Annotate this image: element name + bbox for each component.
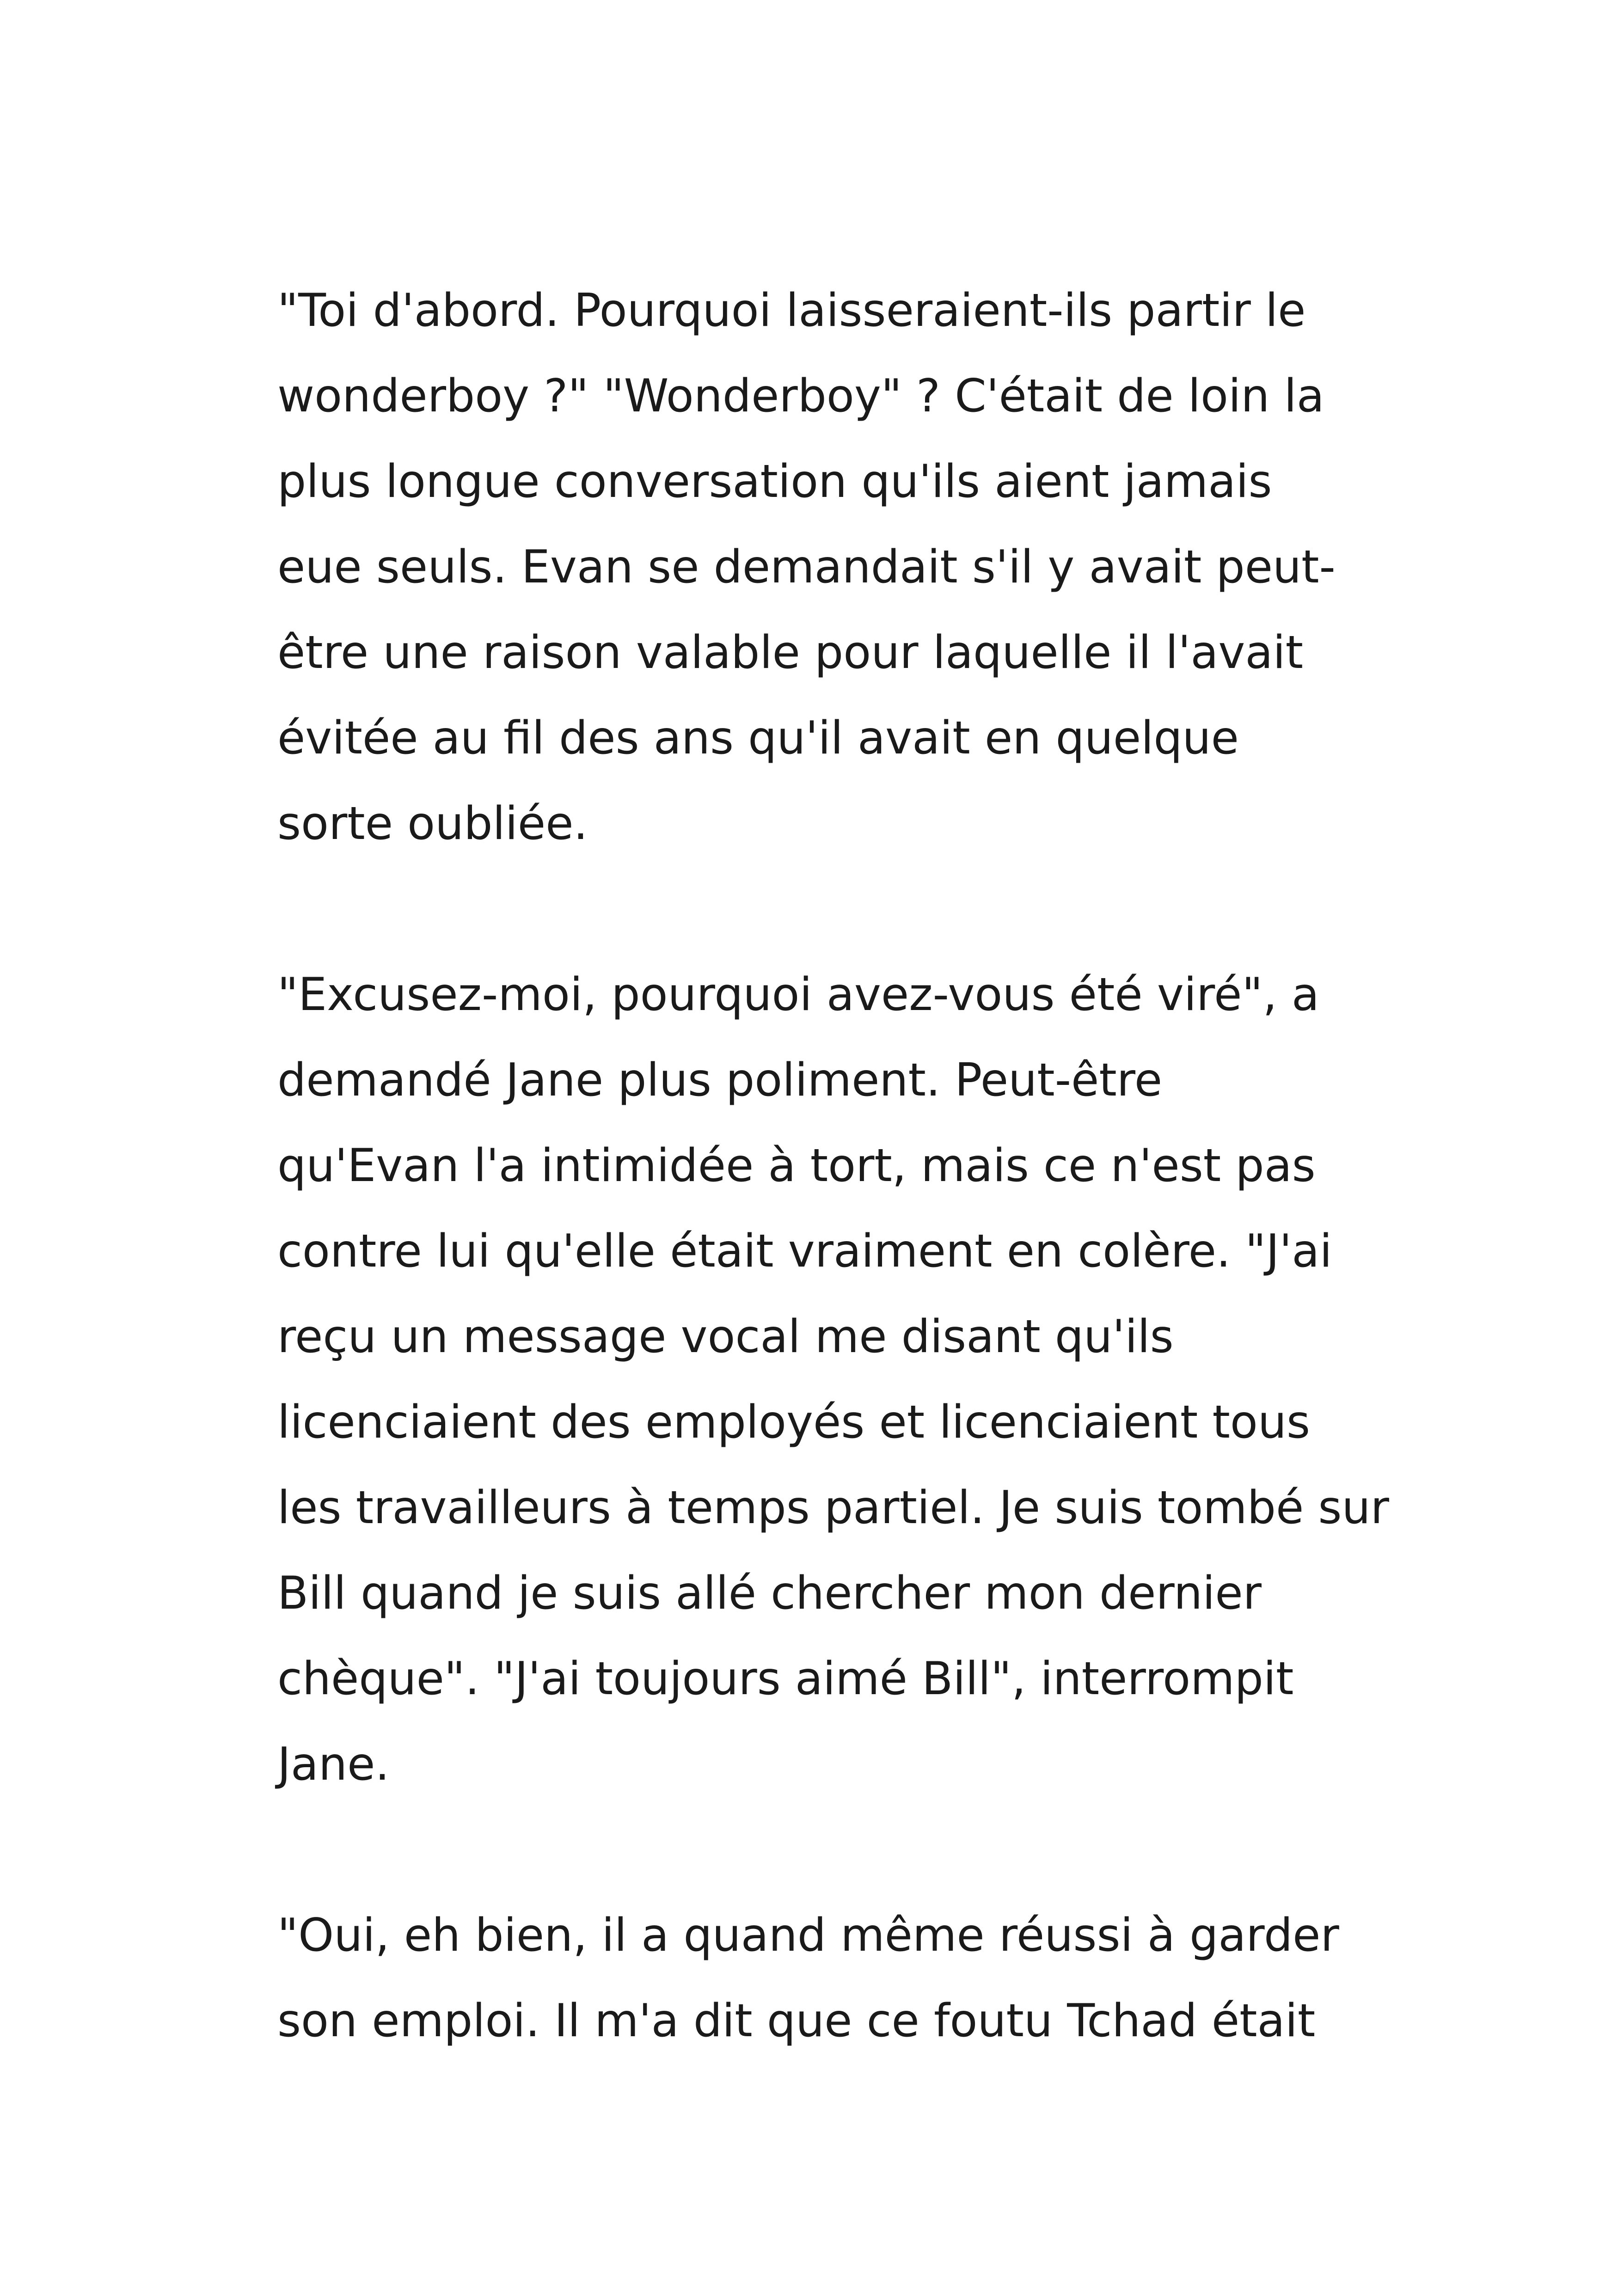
text-line: évitée au fil des ans qu'il avait en quelque	[277, 712, 1239, 765]
text-line: qu'Evan l'a intimidée à tort, mais ce n'est pas	[277, 1139, 1316, 1192]
text-line: "Excusez-moi, pourquoi avez-vous été viré", a	[277, 968, 1319, 1021]
paragraph-gap	[277, 867, 1350, 952]
text-line: sorte oubliée.	[277, 797, 588, 850]
text-line: chèque". "J'ai toujours aimé Bill", interrompit	[277, 1653, 1294, 1705]
paragraph-3	[277, 1893, 1350, 2064]
text-line: les travailleurs à temps partiel. Je suis tombé sur	[277, 1482, 1389, 1534]
text-line: eue seuls. Evan se demandait s'il y avait peut-	[277, 541, 1336, 594]
paragraph-1	[277, 268, 1350, 867]
text-line: "Oui, eh bien, il a quand même réussi à garder	[277, 1909, 1339, 1962]
text-line: contre lui qu'elle était vraiment en colère. "J'ai	[277, 1225, 1332, 1278]
text-line: être une raison valable pour laquelle il l'avait	[277, 626, 1304, 679]
text-line: demandé Jane plus poliment. Peut-être	[277, 1054, 1163, 1107]
text-line: wonderboy ?" "Wonderboy" ? C'était de loin la	[277, 370, 1324, 422]
text-line: plus longue conversation qu'ils aient jamais	[277, 455, 1272, 508]
text-line: Bill quand je suis allé chercher mon dernier	[277, 1567, 1262, 1620]
paragraph-2	[277, 952, 1389, 1807]
text-line: reçu un message vocal me disant qu'ils	[277, 1310, 1174, 1363]
text-line: Jane.	[277, 1738, 390, 1791]
text-line: licenciaient des employés et licenciaient tous	[277, 1396, 1310, 1449]
text-line: son emploi. Il m'a dit que ce foutu Tchad était	[277, 1995, 1316, 2047]
body-text	[277, 268, 1389, 2064]
text-line: "Toi d'abord. Pourquoi laisseraient-ils partir le	[277, 284, 1306, 337]
paragraph-gap	[277, 1807, 1350, 1893]
